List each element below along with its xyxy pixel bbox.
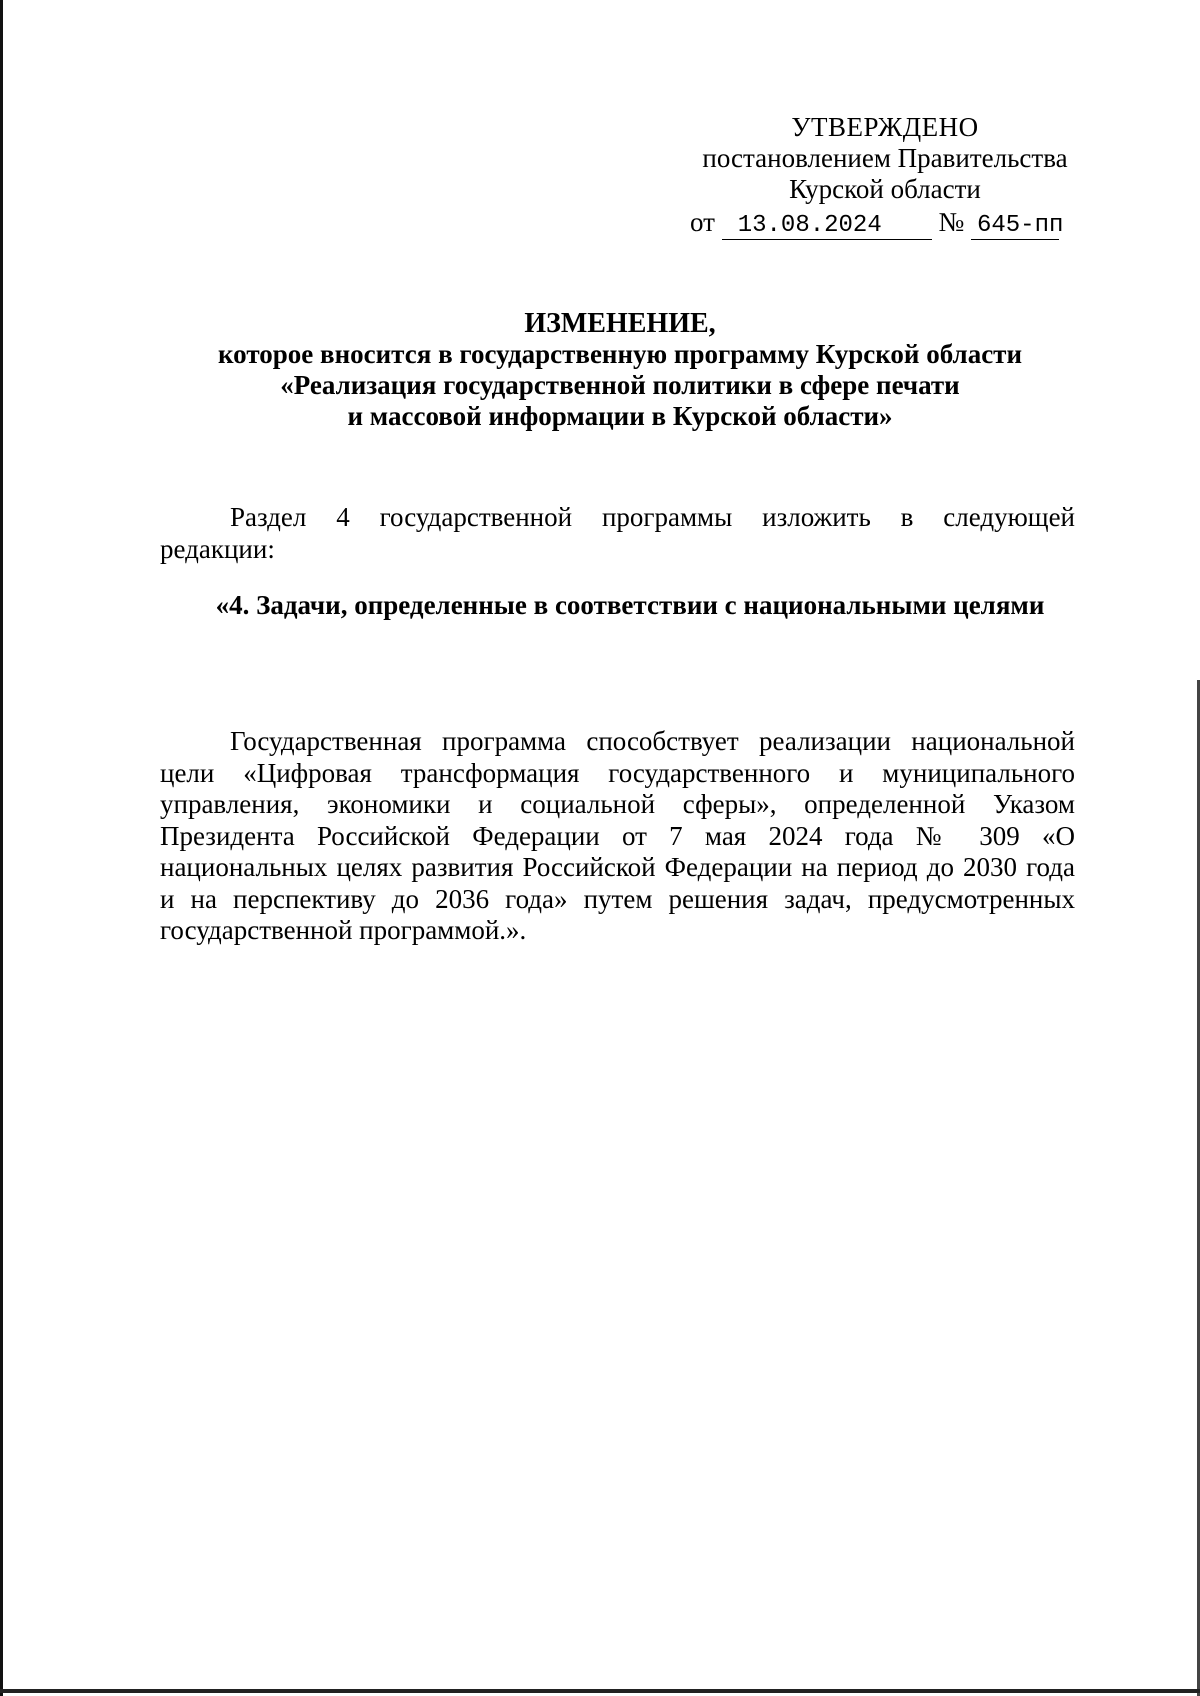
- heading-line-3: «Реализация государственной политики в сфере печати: [280, 370, 960, 400]
- intro-paragraph: Раздел 4 государственной программы изложить в следующей редакции:: [160, 502, 1075, 564]
- date-prefix: от: [690, 207, 715, 237]
- document-number: 645-пп: [971, 213, 1059, 240]
- document-date: 13.08.2024: [722, 213, 932, 240]
- approval-signature-line: [690, 207, 1080, 240]
- document-heading: [160, 308, 1080, 432]
- scan-edge-bottom: [0, 1689, 1200, 1693]
- scan-edge-left: [0, 0, 3, 1696]
- approval-line-resolution: постановлением Правительства: [702, 143, 1068, 173]
- approval-title: УТВЕРЖДЕНО: [791, 112, 979, 142]
- approval-stamp-block: [690, 112, 1080, 240]
- heading-title: ИЗМЕНЕНИЕ,: [524, 308, 716, 339]
- number-prefix: №: [938, 207, 965, 237]
- heading-line-2: которое вносится в государственную программу Курской области: [217, 339, 1022, 369]
- heading-line-4: и массовой информации в Курской области»: [347, 401, 893, 431]
- approval-line-region: Курской области: [789, 174, 981, 204]
- section-title: «4. Задачи, определенные в соответствии с национальными целями: [215, 590, 1045, 620]
- body-paragraph: Государственная программа способствует реализации национальной цели «Цифровая трансформация государственного и муниципального управления, экономики и социальной сферы», определенной Указом Президента Российской Федерации от 7 мая 2024 года № 309 «О национальных целях развития Российской Федерации на период до 2030 года и на перспективу до 2036 года» путем решения задач, предусмотренных государственной программой.».: [160, 726, 1075, 945]
